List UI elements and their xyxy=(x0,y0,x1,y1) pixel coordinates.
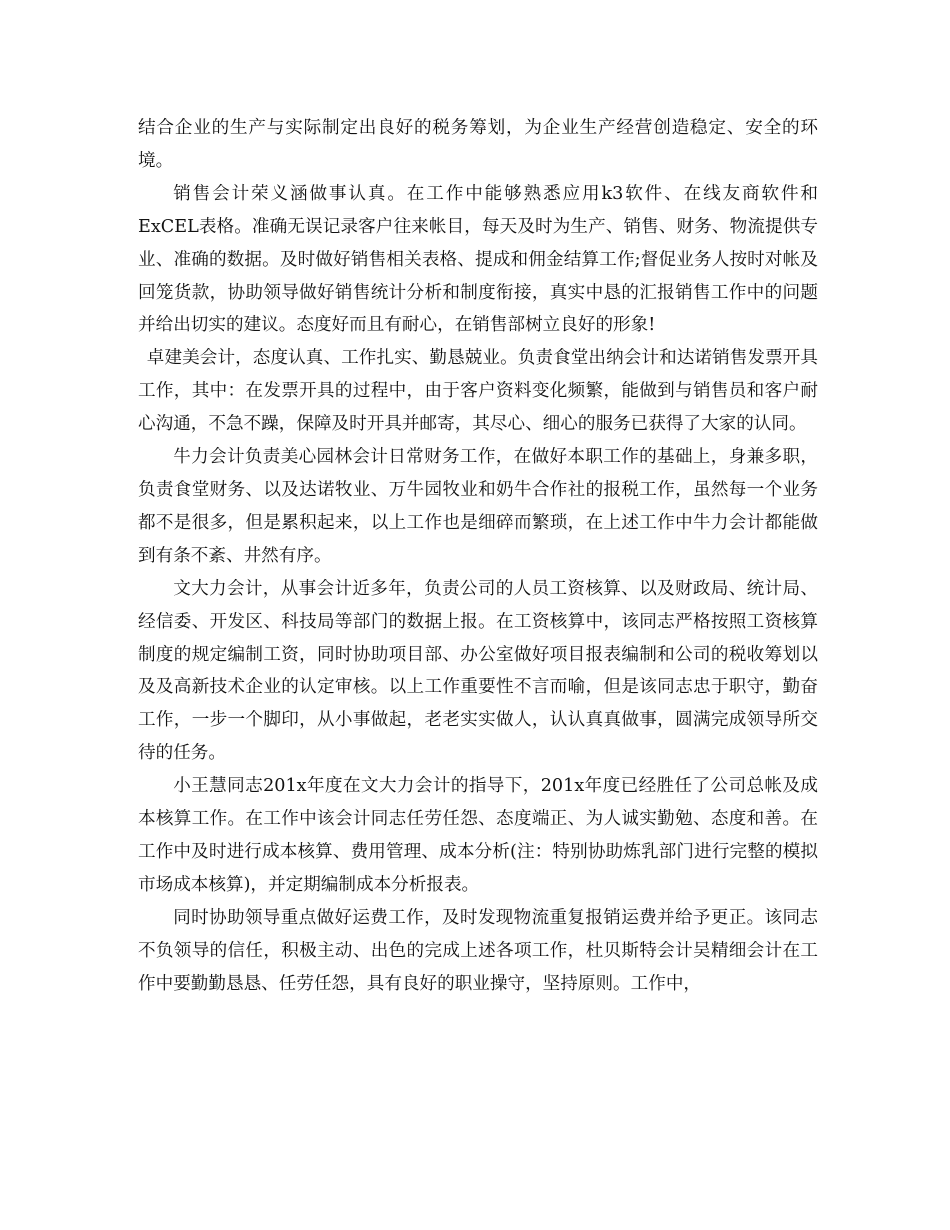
paragraph: 文大力会计，从事会计近多年，负责公司的人员工资核算、以及财政局、统计局、经信委、开发区、科技局等部门的数据上报。在工资核算中，该同志严格按照工资核算制度的规定编制工资，同时协助项目部、办公室做好项目报表编制和公司的税收筹划以及及高新技术企业的认定审核。以上工作重要性不言而喻，但是该同志忠于职守，勤奋工作，一步一个脚印，从小事做起，老老实实做人，认认真真做事，圆满完成领导所交待的任务。 xyxy=(138,578,818,764)
paragraph: 卓建美会计，态度认真、工作扎实、勤恳兢业。负责食堂出纳会计和达诺销售发票开具工作，其中：在发票开具的过程中，由于客户资料变化频繁，能做到与销售员和客户耐心沟通，不急不躁，保障及时开具并邮寄，其尽心、细心的服务已获得了大家的认同。 xyxy=(138,348,818,435)
paragraph: 牛力会计负责美心园林会计日常财务工作，在做好本职工作的基础上，身兼多职，负责食堂财务、以及达诺牧业、万牛园牧业和奶牛合作社的报税工作，虽然每一个业务都不是很多，但是累积起来，以上工作也是细碎而繁琐，在上述工作中牛力会计都能做到有条不紊、井然有序。 xyxy=(138,447,818,566)
paragraph: 销售会计荣义涵做事认真。在工作中能够熟悉应用k3软件、在线友商软件和ExCEL表格。准确无误记录客户往来帐目，每天及时为生产、销售、财务、物流提供专业、准确的数据。及时做好销售相关表格、提成和佣金结算工作;督促业务人按时对帐及回笼货款，协助领导做好销售统计分析和制度衔接，真实中恳的汇报销售工作中的问题并给出切实的建议。态度好而且有耐心，在销售部树立良好的形象! xyxy=(138,183,818,336)
paragraph: 同时协助领导重点做好运费工作，及时发现物流重复报销运费并给予更正。该同志不负领导的信任，积极主动、出色的完成上述各项工作，杜贝斯特会计吴精细会计在工作中要勤勤恳恳、任劳任怨，具有良好的职业操守，坚持原则。工作中， xyxy=(138,907,818,994)
paragraph: 小王慧同志201x年度在文大力会计的指导下，201x年度已经胜任了公司总帐及成本核算工作。在工作中该会计同志任劳任怨、态度端正、为人诚实勤勉、态度和善。在工作中及时进行成本核算、费用管理、成本分析(注：特别协助炼乳部门进行完整的模拟市场成本核算)，并定期编制成本分析报表。 xyxy=(138,776,818,895)
paragraph: 结合企业的生产与实际制定出良好的税务筹划，为企业生产经营创造稳定、安全的环境。 xyxy=(138,118,818,171)
document-body xyxy=(138,112,818,1000)
